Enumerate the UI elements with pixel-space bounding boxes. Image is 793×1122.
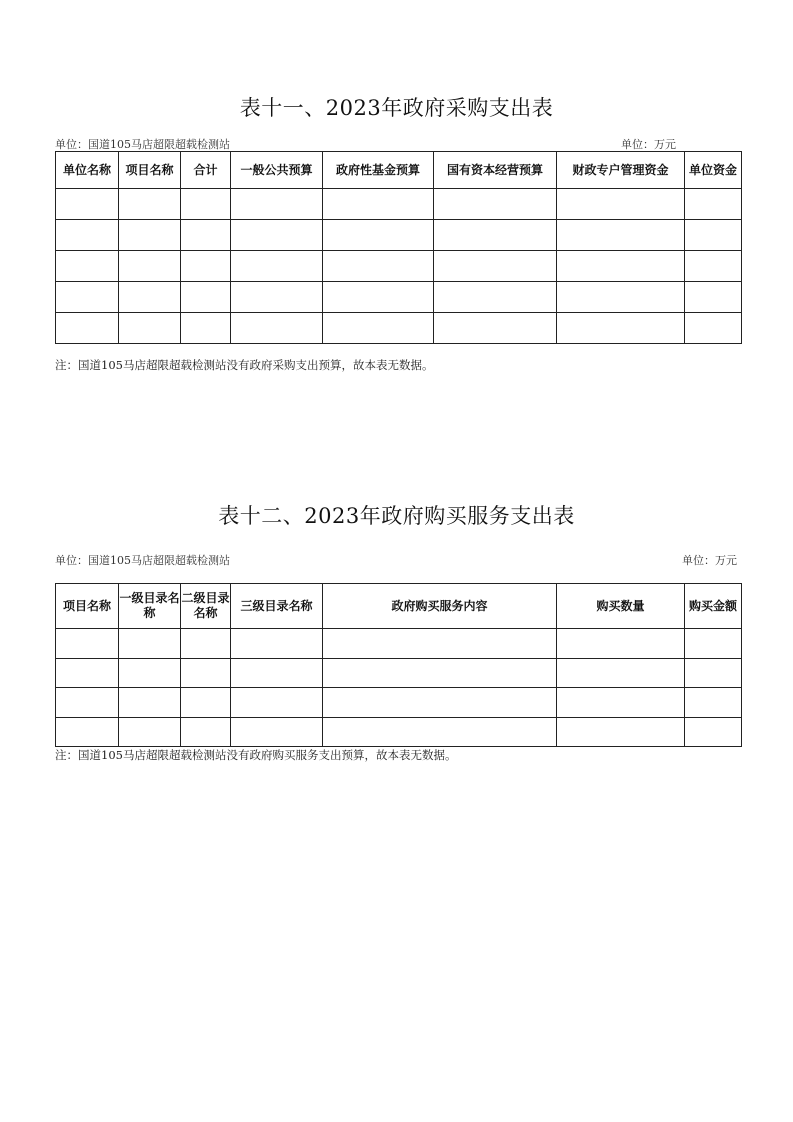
table-cell [557, 658, 685, 688]
table-cell [685, 251, 742, 282]
table-cell [557, 629, 685, 659]
table12-note: 注：国道105马店超限超载检测站没有政府购买服务支出预算，故本表无数据。 [55, 748, 457, 762]
table-cell [323, 658, 557, 688]
table-cell [434, 189, 557, 220]
table-cell [434, 282, 557, 313]
table12-header-cell: 政府购买服务内容 [323, 584, 557, 629]
table-cell [557, 313, 685, 344]
table-cell [119, 688, 181, 718]
table-cell [557, 251, 685, 282]
table-cell [56, 688, 119, 718]
table12-unit-org: 单位：国道105马店超限超载检测站 [55, 554, 230, 567]
table-cell [119, 220, 181, 251]
table-row [56, 717, 742, 747]
table-row [56, 189, 742, 220]
table11-header-cell: 财政专户管理资金 [557, 152, 685, 189]
table-cell [685, 282, 742, 313]
table-cell [231, 658, 323, 688]
table-cell [56, 189, 119, 220]
table11-header-cell: 单位资金 [685, 152, 742, 189]
table-cell [181, 658, 231, 688]
table-cell [685, 220, 742, 251]
table11-header-row [56, 152, 742, 189]
table-cell [323, 189, 434, 220]
table-cell [119, 189, 181, 220]
table-cell [119, 658, 181, 688]
table-cell [181, 282, 231, 313]
table-cell [685, 629, 742, 659]
table11-header-cell: 项目名称 [119, 152, 181, 189]
table-cell [557, 688, 685, 718]
table-cell [685, 717, 742, 747]
table-cell [119, 251, 181, 282]
table12-header-cell: 购买金额 [685, 584, 742, 629]
table-cell [231, 220, 323, 251]
table-cell [181, 251, 231, 282]
table-cell [231, 251, 323, 282]
table-cell [323, 313, 434, 344]
table-cell [557, 282, 685, 313]
table11-header-cell: 政府性基金预算 [323, 152, 434, 189]
table11-unit-currency: 单位：万元 [621, 138, 676, 151]
table12-header-cell: 二级目录名称 [181, 584, 231, 629]
table-cell [181, 220, 231, 251]
table-cell [56, 658, 119, 688]
table-cell [323, 629, 557, 659]
table-cell [231, 688, 323, 718]
table11-header-cell: 国有资本经营预算 [434, 152, 557, 189]
table-cell [434, 251, 557, 282]
table-cell [119, 629, 181, 659]
table-cell [323, 282, 434, 313]
table-cell [434, 220, 557, 251]
table-cell [181, 313, 231, 344]
table-cell [231, 629, 323, 659]
table11-grid [55, 151, 742, 344]
table12-unit-currency: 单位：万元 [682, 554, 737, 567]
table12-title: 表十二、2023年政府购买服务支出表 [218, 504, 575, 528]
table-cell [557, 220, 685, 251]
table-cell [56, 629, 119, 659]
table-cell [434, 313, 557, 344]
table-cell [323, 220, 434, 251]
table-cell [119, 717, 181, 747]
table-row [56, 629, 742, 659]
table-cell [56, 282, 119, 313]
table-cell [231, 189, 323, 220]
table-cell [231, 313, 323, 344]
table-cell [181, 717, 231, 747]
table-cell [181, 189, 231, 220]
table-cell [685, 688, 742, 718]
table12-header-row [56, 584, 742, 629]
table-cell [56, 251, 119, 282]
table-row [56, 688, 742, 718]
table-cell [231, 717, 323, 747]
table11-header-cell: 合计 [181, 152, 231, 189]
table-cell [181, 629, 231, 659]
table-row [56, 313, 742, 344]
table-cell [231, 282, 323, 313]
table11-note: 注：国道105马店超限超载检测站没有政府采购支出预算，故本表无数据。 [55, 358, 434, 372]
table12-header-cell: 项目名称 [56, 584, 119, 629]
table-cell [56, 220, 119, 251]
table-cell [181, 688, 231, 718]
table12-grid [55, 583, 742, 747]
table-cell [323, 251, 434, 282]
table11-header-cell: 单位名称 [56, 152, 119, 189]
table-cell [557, 189, 685, 220]
table-row [56, 220, 742, 251]
table-row [56, 658, 742, 688]
table-row [56, 251, 742, 282]
table-cell [685, 189, 742, 220]
table12-header-cell: 一级目录名称 [119, 584, 181, 629]
table-cell [119, 282, 181, 313]
table11-title: 表十一、2023年政府采购支出表 [239, 96, 554, 120]
table-cell [56, 313, 119, 344]
table12-header-cell: 三级目录名称 [231, 584, 323, 629]
table-cell [557, 717, 685, 747]
table11-unit-org: 单位：国道105马店超限超载检测站 [55, 138, 230, 151]
table-cell [685, 658, 742, 688]
table-row [56, 282, 742, 313]
table-cell [323, 717, 557, 747]
table11-header-cell: 一般公共预算 [231, 152, 323, 189]
table-cell [323, 688, 557, 718]
table-cell [56, 717, 119, 747]
table-cell [685, 313, 742, 344]
table-cell [119, 313, 181, 344]
table12-header-cell: 购买数量 [557, 584, 685, 629]
